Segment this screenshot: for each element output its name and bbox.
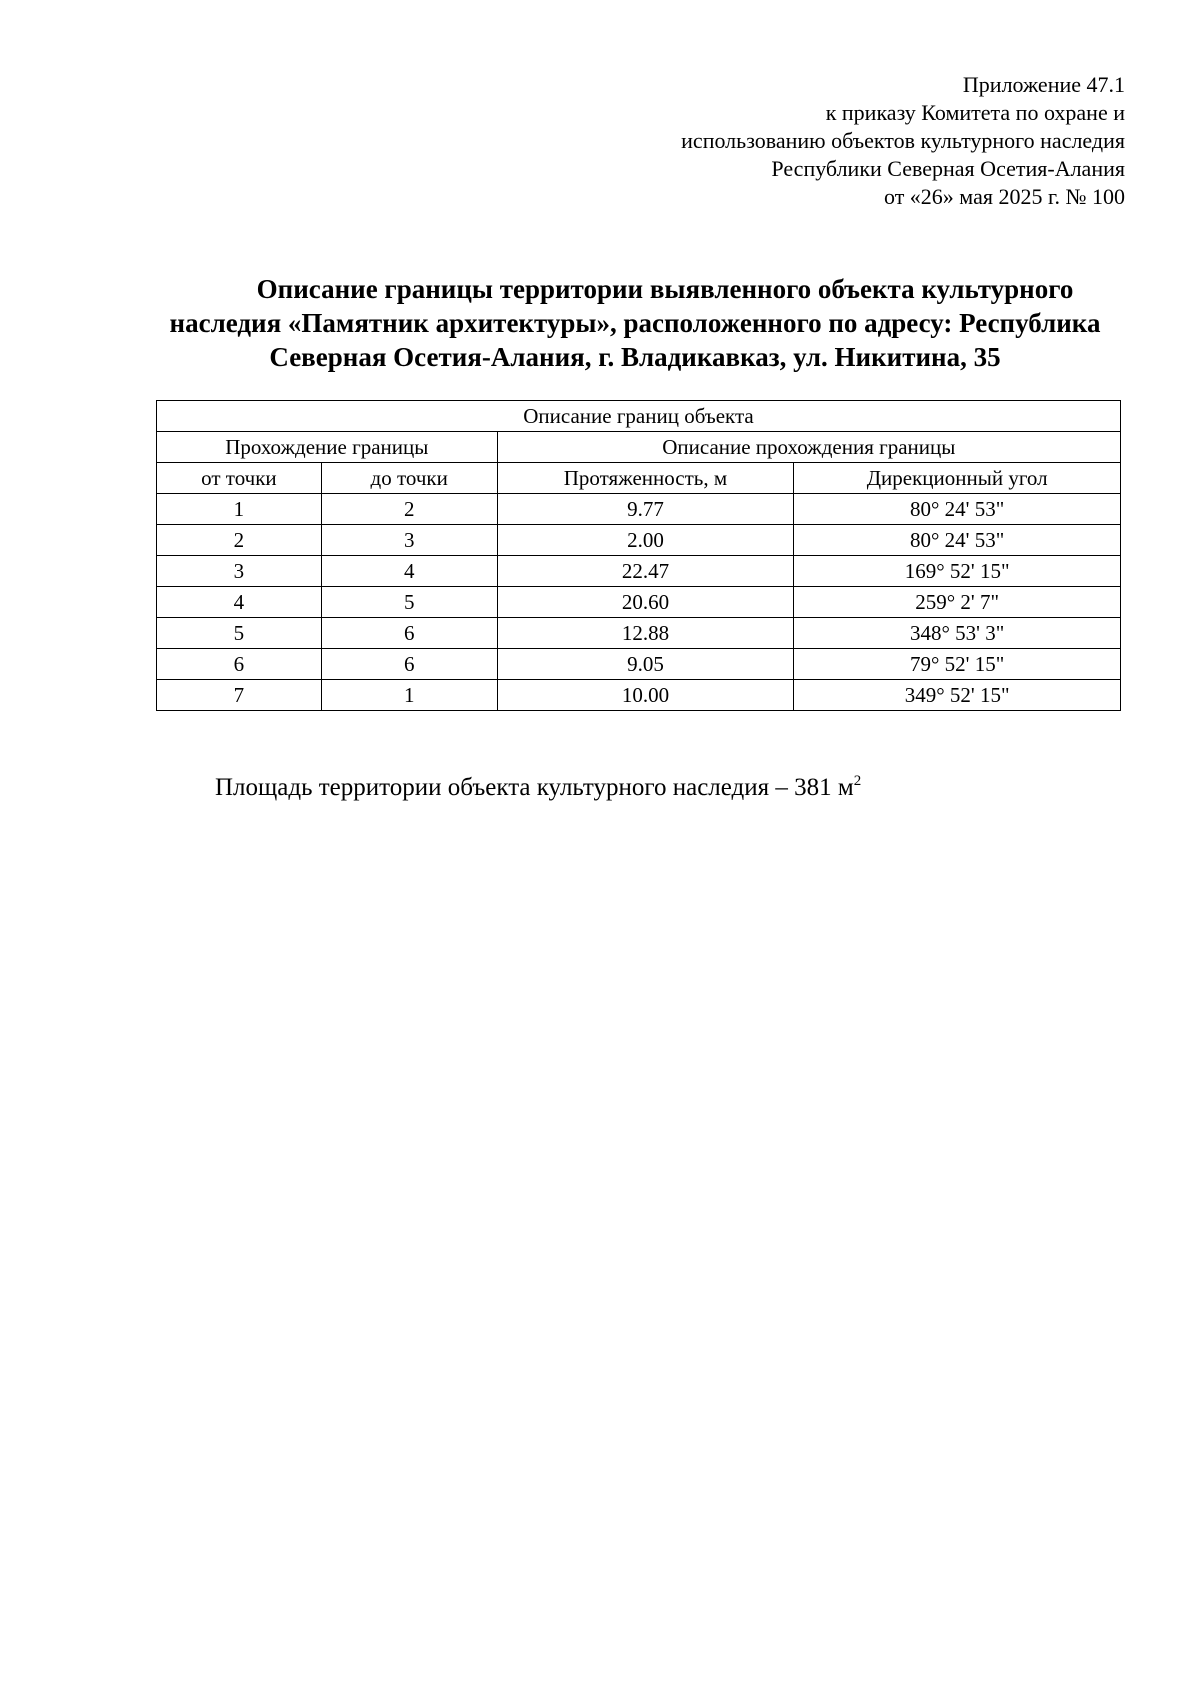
cell-to-point: 2 [321, 494, 497, 525]
title-line-2: наследия «Памятник архитектуры», расположенного по адресу: Республика [169, 308, 1101, 338]
group-header-description: Описание прохождения границы [497, 432, 1120, 463]
table-caption: Описание границ объекта [157, 401, 1121, 432]
column-header-to-point: до точки [321, 463, 497, 494]
cell-length: 12.88 [497, 618, 794, 649]
cell-length: 22.47 [497, 556, 794, 587]
cell-length: 9.77 [497, 494, 794, 525]
cell-from-point: 7 [157, 680, 322, 711]
appendix-line-4: Республики Северная Осетия-Алания [771, 156, 1125, 181]
table-row [157, 556, 1121, 587]
cell-direction-angle: 80° 24' 53" [794, 494, 1121, 525]
table-row [157, 680, 1121, 711]
cell-direction-angle: 169° 52' 15" [794, 556, 1121, 587]
cell-length: 10.00 [497, 680, 794, 711]
group-header-passage: Прохождение границы [157, 432, 498, 463]
column-header-direction-angle: Дирекционный угол [794, 463, 1121, 494]
table-row [157, 587, 1121, 618]
table-row [157, 494, 1121, 525]
cell-direction-angle: 259° 2' 7" [794, 587, 1121, 618]
cell-direction-angle: 348° 53' 3" [794, 618, 1121, 649]
cell-to-point: 3 [321, 525, 497, 556]
area-statement [215, 772, 861, 804]
table-row [157, 525, 1121, 556]
cell-from-point: 2 [157, 525, 322, 556]
area-unit-superscript: 2 [853, 773, 862, 789]
cell-to-point: 5 [321, 587, 497, 618]
appendix-line-2: к приказу Комитета по охране и [825, 100, 1125, 125]
cell-from-point: 4 [157, 587, 322, 618]
cell-from-point: 3 [157, 556, 322, 587]
cell-to-point: 4 [321, 556, 497, 587]
appendix-line-1: Приложение 47.1 [962, 72, 1125, 97]
cell-length: 9.05 [497, 649, 794, 680]
cell-direction-angle: 80° 24' 53" [794, 525, 1121, 556]
cell-to-point: 6 [321, 618, 497, 649]
table-row [157, 649, 1121, 680]
appendix-line-3: использованию объектов культурного наследия [681, 128, 1125, 153]
boundary-table [156, 400, 1121, 711]
appendix-block [681, 71, 1125, 211]
cell-length: 2.00 [497, 525, 794, 556]
title-line-1: Описание границы территории выявленного объекта культурного [256, 274, 1074, 304]
column-header-from-point: от точки [157, 463, 322, 494]
cell-length: 20.60 [497, 587, 794, 618]
cell-to-point: 1 [321, 680, 497, 711]
cell-from-point: 5 [157, 618, 322, 649]
cell-from-point: 1 [157, 494, 322, 525]
area-text: Площадь территории объекта культурного наследия – 381 м [215, 774, 854, 801]
appendix-line-5: от «26» мая 2025 г. № 100 [883, 184, 1125, 209]
cell-from-point: 6 [157, 649, 322, 680]
cell-direction-angle: 349° 52' 15" [794, 680, 1121, 711]
table-row [157, 618, 1121, 649]
cell-to-point: 6 [321, 649, 497, 680]
cell-direction-angle: 79° 52' 15" [794, 649, 1121, 680]
title-line-3: Северная Осетия-Алания, г. Владикавказ, ул. Никитина, 35 [269, 342, 1001, 372]
column-header-length: Протяженность, м [497, 463, 794, 494]
document-title [150, 272, 1120, 374]
